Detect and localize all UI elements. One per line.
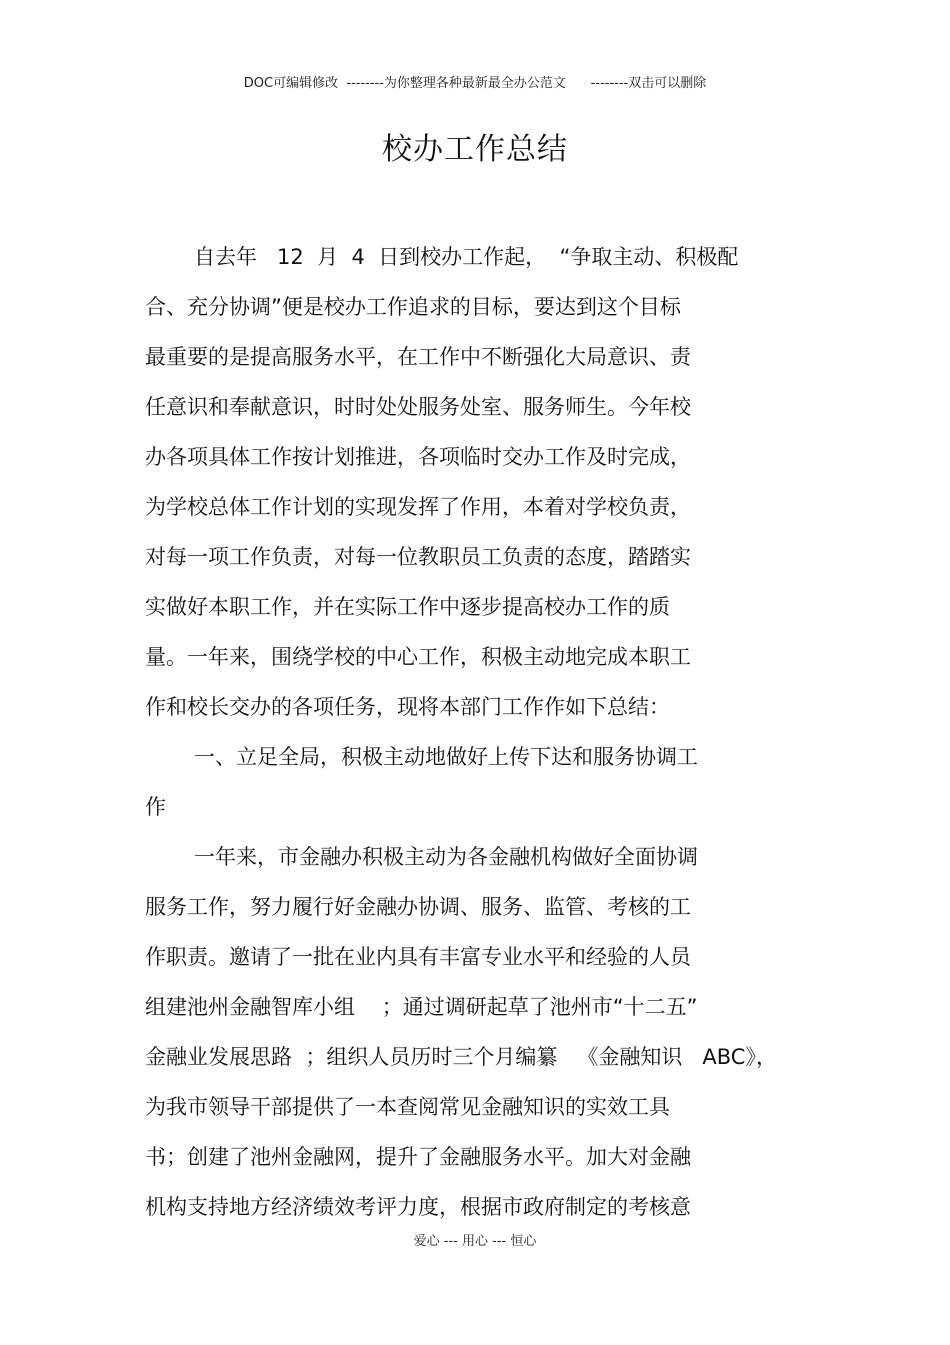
body-line: 对每一项工作负责，对每一位教职员工负责的态度，踏踏实 — [145, 545, 691, 569]
section-heading: 一、立足全局，积极主动地做好上传下达和服务协调工 — [194, 745, 698, 769]
body-line: 为我市领导干部提供了一本查阅常见金融知识的实效工具 — [145, 1095, 670, 1119]
section-heading-continuation: 作 — [145, 795, 166, 819]
body-line: 书；创建了池州金融网，提升了金融服务水平。加大对金融 — [145, 1145, 691, 1169]
body-line: 一年来，市金融办积极主动为各金融机构做好全面协调 — [194, 845, 698, 869]
body-line: 自去年 12 月 4 日到校办工作起， “争取主动、积极配 — [194, 245, 739, 269]
body-line: 任意识和奉献意识，时时处处服务处室、服务师生。今年校 — [145, 395, 691, 419]
body-line: 量。一年来，围绕学校的中心工作，积极主动地完成本职工 — [145, 645, 691, 669]
document-header: DOC可编辑修改 --------为你整理各种最新最全办公范文 --------双击可以删除 — [243, 76, 707, 91]
body-line: 机构支持地方经济绩效考评力度，根据市政府制定的考核意 — [145, 1195, 691, 1219]
document-body — [145, 240, 825, 1240]
body-line: 为学校总体工作计划的实现发挥了作用，本着对学校负责， — [145, 495, 691, 519]
body-line: 实做好本职工作，并在实际工作中逐步提高校办工作的质 — [145, 595, 670, 619]
body-line: 金融业发展思路 ；组织人员历时三个月编纂 《金融知识 ABC》， — [145, 1045, 777, 1069]
document-title: 校办工作总结 — [382, 132, 568, 167]
body-line: 办各项具体工作按计划推进，各项临时交办工作及时完成， — [145, 445, 691, 469]
body-line: 作职责。邀请了一批在业内具有丰富专业水平和经验的人员 — [145, 945, 691, 969]
body-line: 作和校长交办的各项任务，现将本部门工作作如下总结： — [145, 695, 670, 719]
body-line: 合、充分协调”便是校办工作追求的目标，要达到这个目标 — [145, 295, 681, 319]
body-line: 最重要的是提高服务水平，在工作中不断强化大局意识、责 — [145, 345, 691, 369]
body-line: 服务工作，努力履行好金融办协调、服务、监管、考核的工 — [145, 895, 691, 919]
body-line: 组建池州金融智库小组 ；通过调研起草了池州市“十二五” — [145, 995, 698, 1019]
document-footer: 爱心 --- 用心 --- 恒心 — [413, 1234, 537, 1249]
